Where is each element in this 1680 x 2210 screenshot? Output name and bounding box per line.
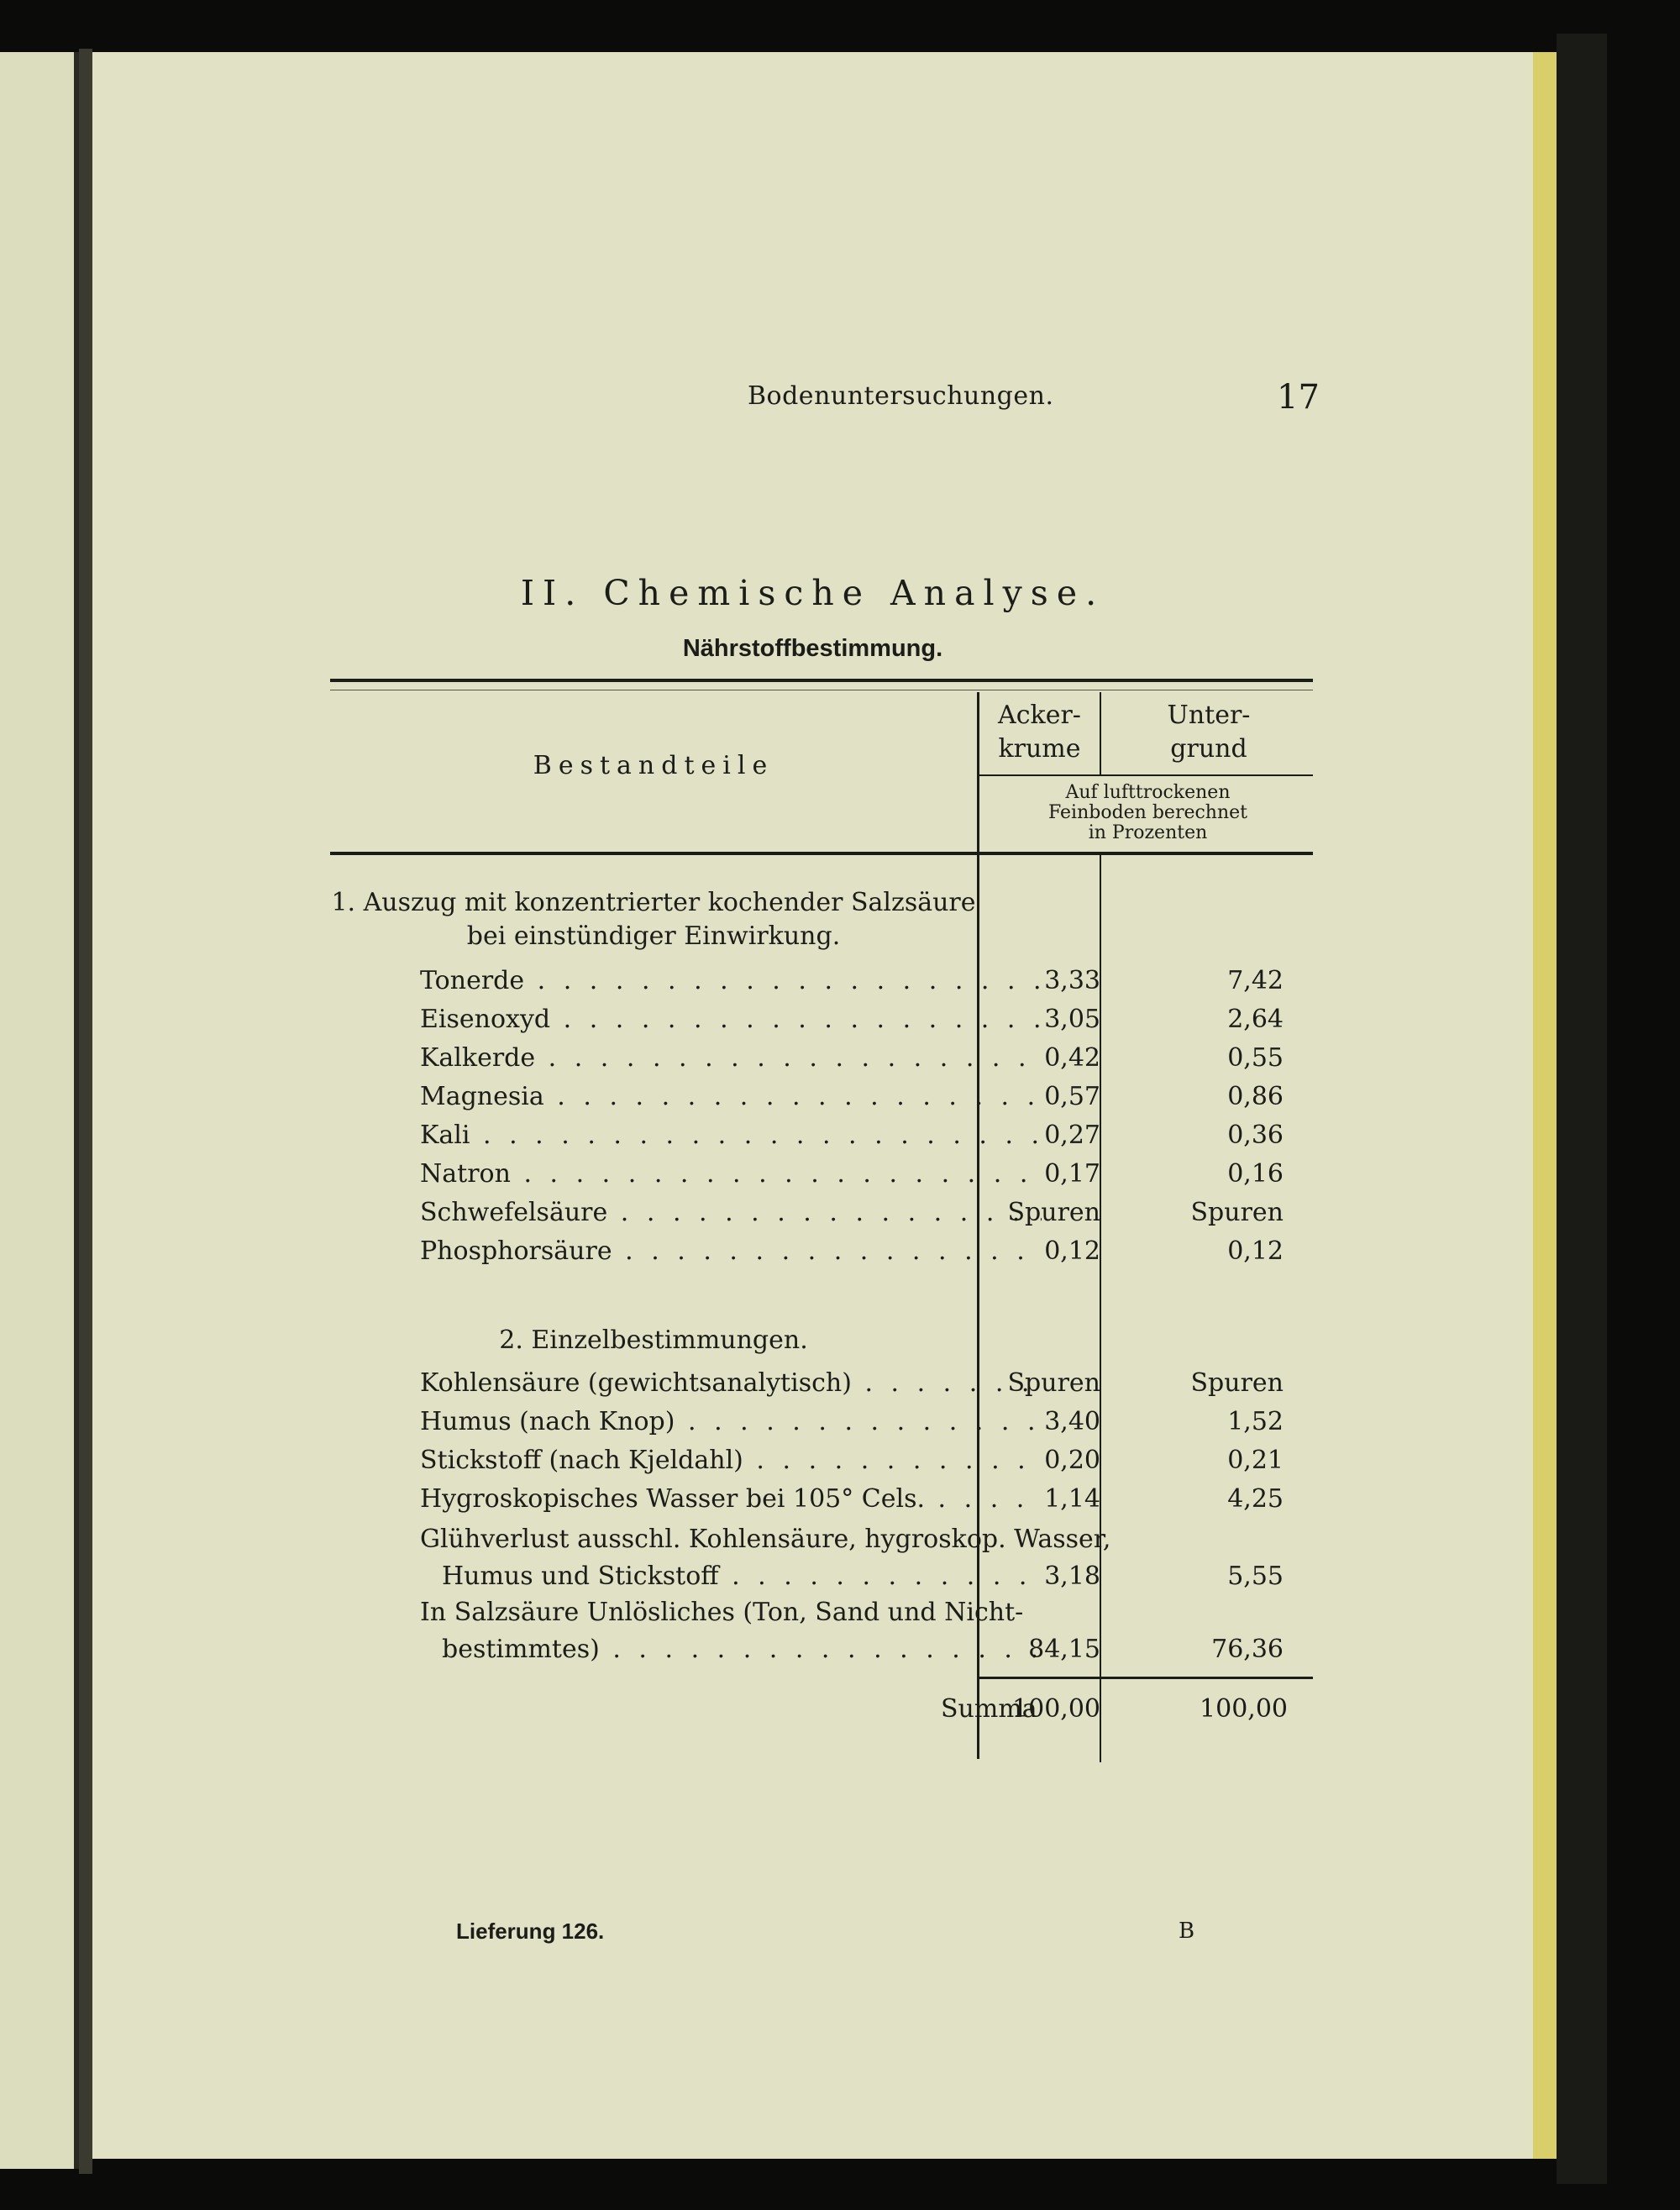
value-untergrund: 7,42 — [1227, 966, 1284, 995]
group-title-2: 2. Einzelbestimmungen. — [499, 1325, 808, 1355]
value-ackerkrume: 0,20 — [1044, 1446, 1100, 1475]
section-title: II. Chemische Analyse. — [520, 573, 1105, 613]
row-label: Eisenoxyd . . . — [420, 1005, 1042, 1034]
table-row — [420, 1595, 1313, 1669]
table-row — [420, 1159, 1313, 1194]
unit-note-line: Feinboden berechnet — [1047, 802, 1248, 823]
subsection-title: Nährstoffbestimmung. — [682, 635, 943, 662]
row-label: Natron . . . — [420, 1159, 1042, 1189]
value-untergrund: 1,52 — [1227, 1407, 1284, 1436]
table-row — [420, 1368, 1313, 1404]
value-ackerkrume: 0,27 — [1044, 1121, 1100, 1150]
row-label: Tonerde . . . — [420, 966, 1042, 995]
table-row — [420, 966, 1313, 1001]
value-untergrund: 76,36 — [1211, 1635, 1284, 1664]
row-label-line1: In Salzsäure Unlösliches (Ton, Sand und Nicht- — [420, 1598, 1024, 1627]
table-row — [420, 1484, 1313, 1520]
table-top-rule — [330, 679, 1313, 682]
table-row — [420, 1446, 1313, 1481]
value-ackerkrume: 3,40 — [1044, 1407, 1100, 1436]
sum-ackerkrume: 100,00 — [1012, 1694, 1100, 1724]
value-ackerkrume: Spuren — [1007, 1198, 1100, 1227]
footer-lieferung: Lieferung 126. — [456, 1919, 605, 1944]
value-ackerkrume: 0,42 — [1044, 1043, 1100, 1073]
page-edge-gilt — [1533, 52, 1557, 2159]
table-row — [420, 1121, 1313, 1156]
value-untergrund: 0,86 — [1227, 1082, 1284, 1111]
row-label: Kalkerde . . . — [420, 1043, 1042, 1073]
page-number: 17 — [1277, 378, 1320, 417]
value-untergrund: 0,21 — [1227, 1446, 1284, 1475]
value-untergrund: 5,55 — [1227, 1562, 1284, 1591]
row-label-line2: bestimmtes) . . . — [442, 1632, 1042, 1667]
value-ackerkrume: 0,17 — [1044, 1159, 1100, 1189]
value-ackerkrume: 0,12 — [1044, 1236, 1100, 1266]
sum-untergrund: 100,00 — [1200, 1694, 1288, 1724]
running-head: Bodenuntersuchungen. — [748, 381, 1054, 411]
table-row — [420, 1522, 1313, 1596]
column-header-line: Acker- — [998, 701, 1081, 730]
row-label: Magnesia . . . — [420, 1082, 1042, 1111]
group-title-line: 1. Auszug mit konzentrierter kochender Salzsäure — [331, 888, 976, 917]
unit-note-line: Auf lufttrockenen — [1065, 782, 1231, 803]
value-ackerkrume: 3,05 — [1044, 1005, 1100, 1034]
table-row — [420, 1082, 1313, 1117]
value-untergrund: 2,64 — [1227, 1005, 1284, 1034]
table-row — [420, 1005, 1313, 1040]
value-ackerkrume: 0,57 — [1044, 1082, 1100, 1111]
group-title-1 — [330, 886, 977, 953]
value-untergrund: 0,16 — [1227, 1159, 1284, 1189]
row-label: Humus (nach Knop) . . . — [420, 1407, 1042, 1436]
column-header-line: Unter- — [1167, 701, 1251, 730]
column-divider-2-head — [1100, 692, 1101, 774]
value-ackerkrume: 3,33 — [1044, 966, 1100, 995]
sum-label: Summa — [941, 1694, 1037, 1724]
value-ackerkrume: Spuren — [1007, 1368, 1100, 1398]
column-header-untergrund — [1105, 699, 1313, 766]
left-page-edge — [0, 52, 79, 2169]
book-gutter — [79, 49, 92, 2174]
value-untergrund: Spuren — [1190, 1368, 1284, 1398]
book-cover — [1557, 34, 1607, 2184]
group-title-line: bei einstündiger Einwirkung. — [466, 921, 841, 951]
column-header-line: krume — [998, 734, 1081, 764]
row-label: Kali . . . — [420, 1121, 1042, 1150]
sum-rule — [977, 1677, 1313, 1679]
row-label: Hygroskopisches Wasser bei 105° Cels. . . . — [420, 1484, 1042, 1514]
table-row — [420, 1236, 1313, 1272]
column-header-bestandteile: Bestandteile — [533, 751, 774, 780]
table-row — [420, 1198, 1313, 1233]
value-ackerkrume: 1,14 — [1044, 1484, 1100, 1514]
value-untergrund: Spuren — [1190, 1198, 1284, 1227]
header-bottom-rule — [330, 852, 1313, 855]
unit-note-line: in Prozenten — [1088, 822, 1208, 843]
row-label-line2: Humus und Stickstoff . . . — [442, 1559, 1042, 1594]
value-untergrund: 0,55 — [1227, 1043, 1284, 1073]
value-untergrund: 4,25 — [1227, 1484, 1284, 1514]
header-sub-rule — [977, 774, 1313, 776]
footer-signature: B — [1179, 1919, 1195, 1944]
row-label: Schwefelsäure . . . — [420, 1198, 1042, 1227]
column-header-ackerkrume — [983, 699, 1096, 766]
row-label: Stickstoff (nach Kjeldahl) . . . — [420, 1446, 1042, 1475]
row-label: Phosphorsäure . . . — [420, 1236, 1042, 1266]
table-row — [420, 1407, 1313, 1442]
table-row — [420, 1043, 1313, 1079]
unit-note — [983, 783, 1313, 843]
value-ackerkrume: 84,15 — [1028, 1635, 1100, 1664]
value-ackerkrume: 3,18 — [1044, 1562, 1100, 1591]
row-label: Kohlensäure (gewichtsanalytisch) . . . — [420, 1368, 1042, 1398]
book-page — [92, 52, 1533, 2159]
column-header-line: grund — [1170, 734, 1247, 764]
value-untergrund: 0,36 — [1227, 1121, 1284, 1150]
row-label-line1: Glühverlust ausschl. Kohlensäure, hygroskop. Wasser, — [420, 1525, 1111, 1554]
value-untergrund: 0,12 — [1227, 1236, 1284, 1266]
